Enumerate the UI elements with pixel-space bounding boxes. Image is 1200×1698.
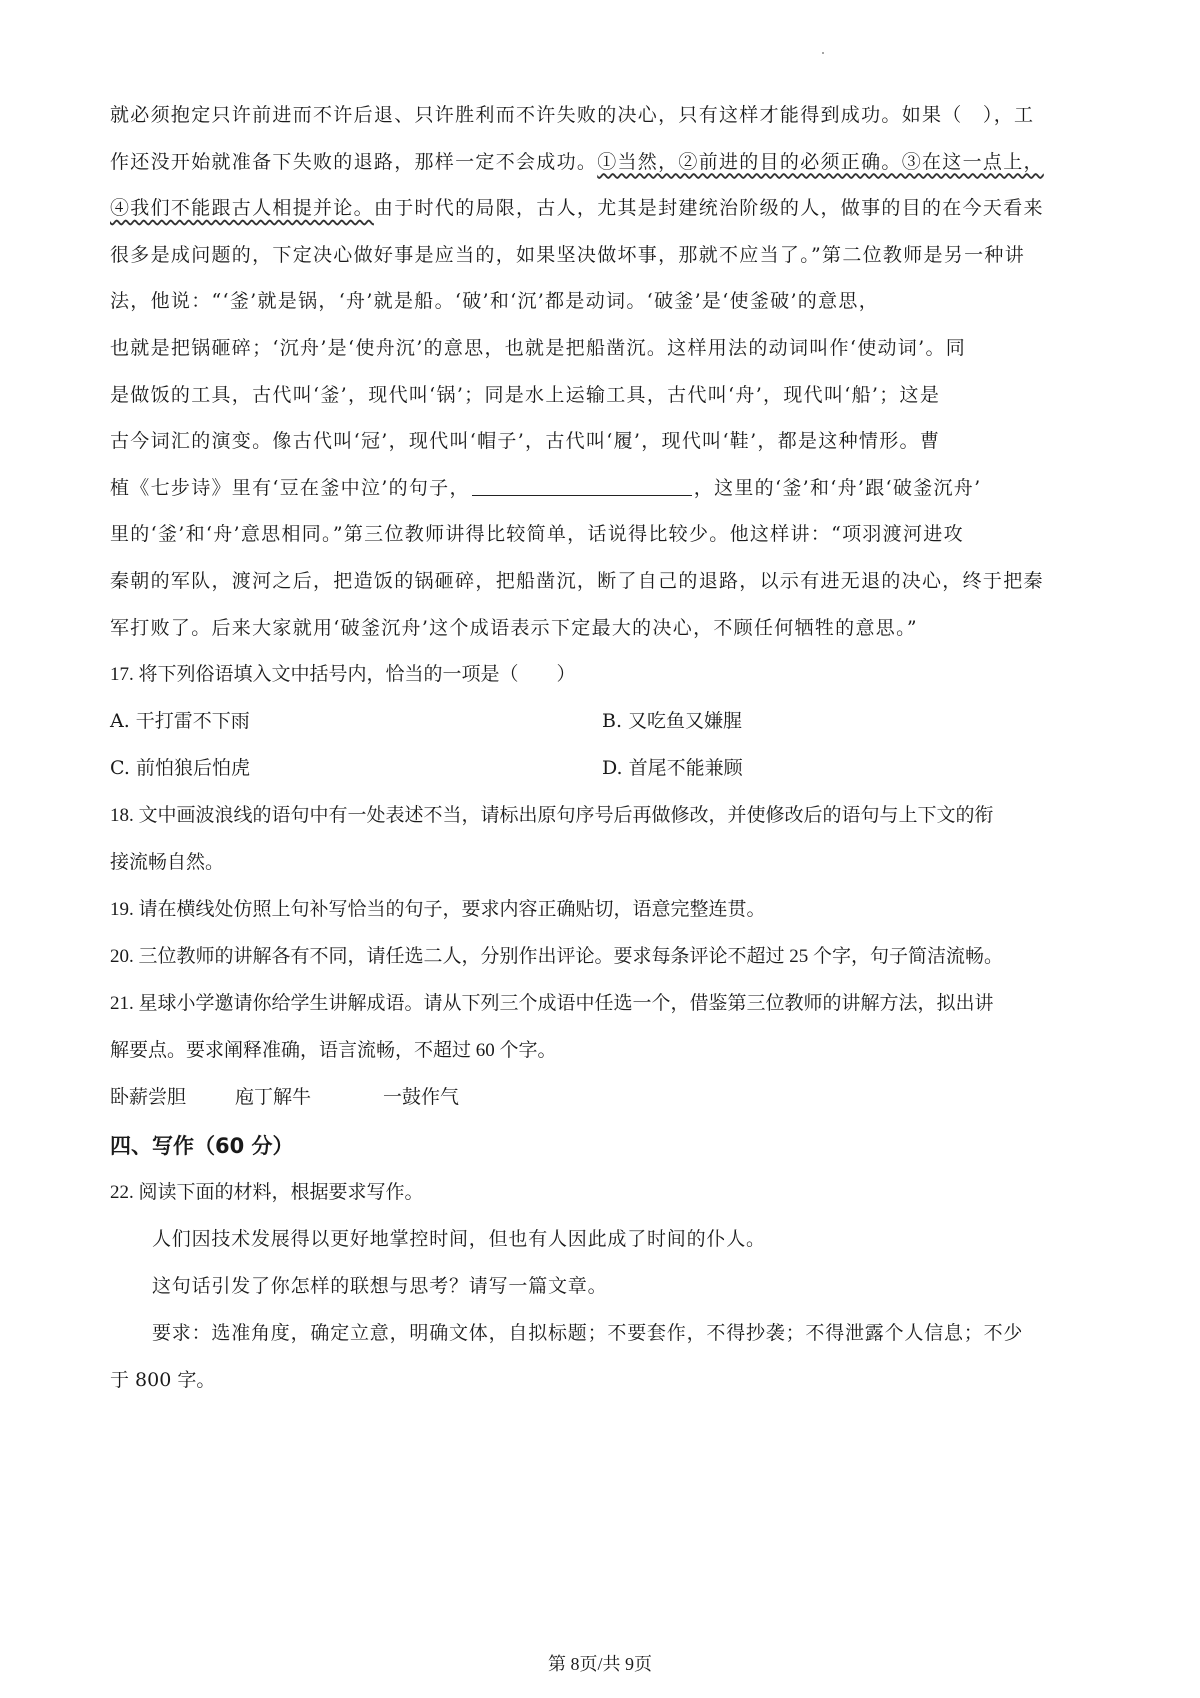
option-b: B. 又吃鱼又嫌腥	[602, 710, 743, 733]
passage-line: 是做饭的工具，古代叫‘釜’，现代叫‘锅’；同是水上运输工具，古代叫‘舟’，现代叫‘船’；这是	[110, 383, 941, 406]
passage-line: 秦朝的军队，渡河之后，把造饭的锅砸碎，把船凿沉，断了自己的退路，以示有进无退的决心，终于把秦	[110, 569, 1044, 592]
question-22	[110, 1169, 1095, 1404]
question-stem: 21. 星球小学邀请你给学生讲解成语。请从下列三个成语中任选一个，借鉴第三位教师的讲解方法，拟出讲	[110, 993, 994, 1015]
option-c: C. 前怕狼后怕虎	[110, 757, 250, 780]
writing-requirements: 要求：选准角度，确定立意，明确文体，自拟标题；不要套作，不得抄袭；不得泄露个人信息；不少	[152, 1322, 1024, 1345]
passage-line: 里的‘釜’和‘舟’意思相同。”第三位教师讲得比较简单，话说得比较少。他这样讲：“项羽渡河进攻	[110, 523, 964, 546]
idiom: 一鼓作气	[383, 1086, 460, 1109]
section-heading: 四、写作（60 分）	[110, 1134, 294, 1159]
option-a: A. 干打雷不下雨	[110, 710, 250, 733]
option-d: D. 首尾不能兼顾	[602, 757, 743, 780]
writing-prompt: 这句话引发了你怎样的联想与思考？请写一篇文章。	[152, 1275, 608, 1298]
idiom: 卧薪尝胆	[110, 1086, 187, 1109]
passage-line: 古今词汇的演变。像古代叫‘冠’，现代叫‘帽子’，古代叫‘履’，现代叫‘鞋’，都是这种情形。曹	[110, 430, 941, 453]
passage-line: 植《七步诗》里有‘豆在釜中泣’的句子， ，这里的‘釜’和‘舟’跟‘破釜沉舟’	[110, 465, 1095, 512]
page-number: 第 8页/共 9页	[547, 1654, 652, 1674]
passage-line: 就必须抱定只许前进而不许后退、只许胜利而不许失败的决心，只有这样才能得到成功。如果（ ），工	[110, 104, 1035, 126]
question-stem: 22. 阅读下面的材料，根据要求写作。	[110, 1182, 424, 1204]
question-stem: 17. 将下列俗语填入文中括号内，恰当的一项是（ ）	[110, 664, 576, 686]
passage-line: 军打败了。后来大家就用‘破釜沉舟’这个成语表示下定最大的决心，不顾任何牺牲的意思。”	[110, 616, 918, 639]
idiom: 庖丁解牛	[235, 1086, 312, 1109]
question-stem: 18. 文中画波浪线的语句中有一处表述不当，请标出原句序号后再做修改，并使修改后的语句与上下文的衔	[110, 805, 994, 827]
writing-requirements-cont: 于 800 字。	[110, 1369, 216, 1392]
passage-line: 法，他说：“‘釜’就是锅，‘舟’就是船。‘破’和‘沉’都是动词。‘破釜’是‘使釜破’的意思，	[110, 290, 879, 313]
passage-line: ④我们不能跟古人相提并论。由于时代的局限，古人，尤其是封建统治阶级的人，做事的目的在今天看来	[110, 197, 1044, 220]
fill-in-blank	[472, 473, 692, 496]
question-stem: 接流畅自然。	[110, 852, 225, 874]
wavy-underlined-text: ④我们不能跟古人相提并论。	[110, 197, 374, 220]
question-18	[110, 792, 1095, 886]
question-21	[110, 980, 1095, 1121]
wavy-underlined-text: ①当然，②前进的目的必须正确。③在这一点上，	[597, 150, 1044, 173]
writing-material: 人们因技术发展得以更好地掌控时间，但也有人因此成了时间的仆人。	[152, 1228, 766, 1251]
passage-line: 作还没开始就准备下失败的退路，那样一定不会成功。①当然，②前进的目的必须正确。③在这一点上，	[110, 150, 1044, 173]
passage-line: 很多是成问题的，下定决心做好事是应当的，如果坚决做坏事，那就不应当了。”第二位教师是另一种讲	[110, 243, 1026, 266]
question-19: 19. 请在横线处仿照上句补写恰当的句子，要求内容正确贴切，语意完整连贯。	[110, 899, 766, 921]
scan-speck	[822, 52, 824, 54]
idiom-list	[110, 1074, 1095, 1121]
question-20: 20. 三位教师的讲解各有不同，请任选二人，分别作出评论。要求每条评论不超过 25 个字，句子简洁流畅。	[110, 946, 1004, 968]
exam-page	[110, 92, 1095, 1404]
reading-passage	[110, 92, 1095, 651]
passage-line: 也就是把锅砸碎；‘沉舟’是‘使舟沉’的意思，也就是把船凿沉。这样用法的动词叫作‘使动词’。同	[110, 336, 967, 359]
question-stem: 解要点。要求阐释准确，语言流畅，不超过 60 个字。	[110, 1040, 557, 1062]
question-17	[110, 651, 1095, 792]
